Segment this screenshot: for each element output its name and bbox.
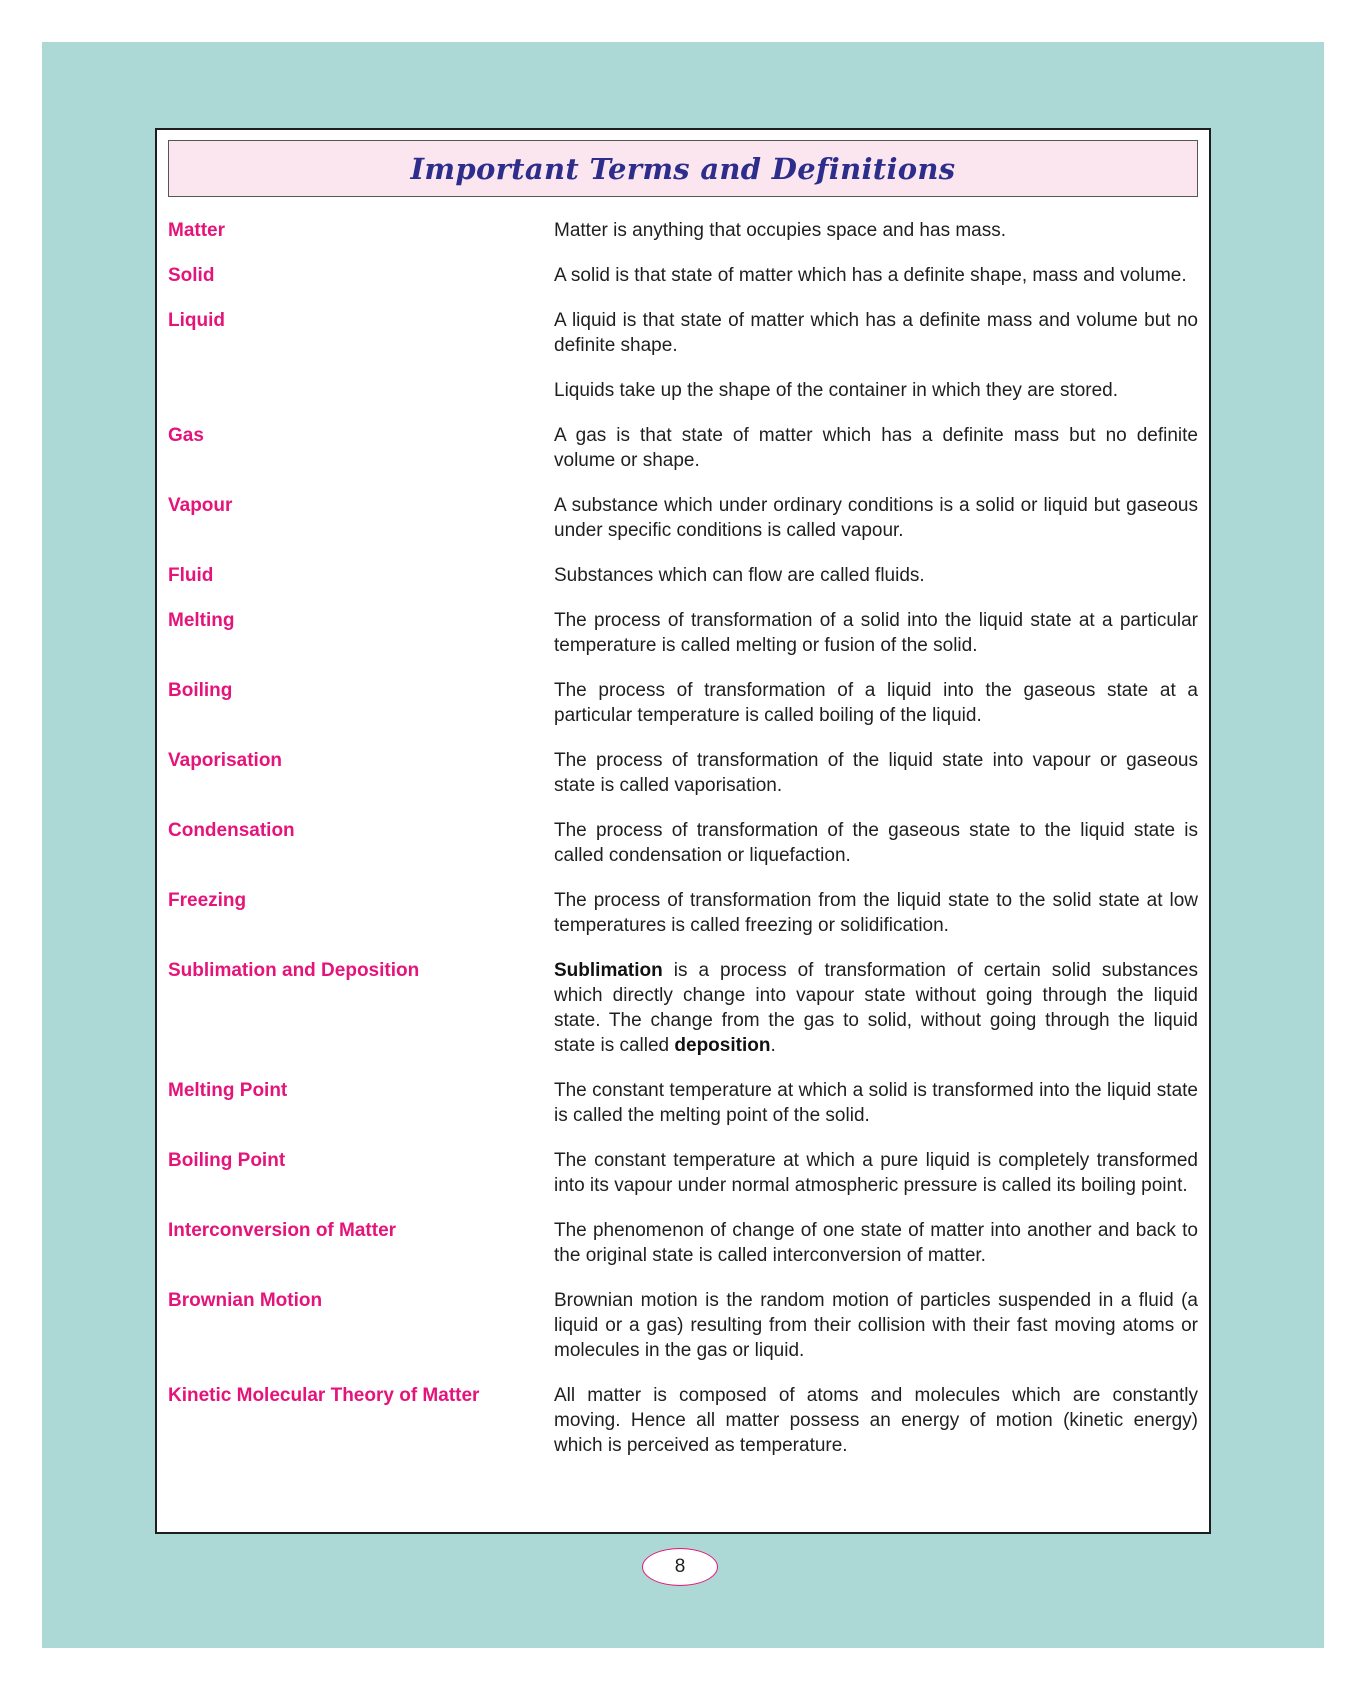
term-row [168, 378, 1198, 403]
term-definition: A gas is that state of matter which has a definite mass but no definite volume or shape. [554, 425, 1198, 471]
terms-list [168, 218, 1198, 1478]
title-banner [168, 140, 1198, 197]
term-name: Sublimation and Deposition [168, 960, 420, 981]
term-definition: The process of transformation of the gaseous state to the liquid state is called condensation or liquefaction. [554, 820, 1198, 866]
term-row [168, 308, 1198, 358]
term-row [168, 423, 1198, 473]
term-row [168, 818, 1198, 868]
term-name: Condensation [168, 820, 295, 841]
term-definition: The phenomenon of change of one state of matter into another and back to the original state is called interconversion of matter. [554, 1220, 1198, 1266]
bold-term-sublimation: Sublimation [554, 960, 663, 981]
term-row [168, 1078, 1198, 1128]
term-name: Kinetic Molecular Theory of Matter [168, 1385, 480, 1406]
term-name: Melting [168, 610, 235, 631]
term-name: Vapour [168, 495, 233, 516]
term-row [168, 1383, 1198, 1458]
term-definition: The constant temperature at which a pure liquid is completely transformed into its vapour under normal atmospheric pressure is called its boiling point. [554, 1150, 1198, 1196]
term-definition: Matter is anything that occupies space and has mass. [554, 220, 1007, 241]
term-row [168, 493, 1198, 543]
term-row [168, 608, 1198, 658]
term-name: Fluid [168, 565, 214, 586]
term-definition: The process of transformation of the liquid state into vapour or gaseous state is called vaporisation. [554, 750, 1198, 796]
term-name: Melting Point [168, 1080, 288, 1101]
term-row [168, 958, 1198, 1058]
term-definition: A solid is that state of matter which has a definite shape, mass and volume. [554, 265, 1187, 286]
term-name: Matter [168, 220, 226, 241]
term-row [168, 748, 1198, 798]
term-definition: The process of transformation from the liquid state to the solid state at low temperatures is called freezing or solidification. [554, 890, 1198, 936]
definition-end: . [770, 1035, 776, 1056]
term-row [168, 218, 1198, 243]
bold-term-deposition: deposition [674, 1035, 771, 1056]
term-row [168, 888, 1198, 938]
term-row [168, 1288, 1198, 1363]
term-name: Interconversion of Matter [168, 1220, 397, 1241]
term-row [168, 263, 1198, 288]
term-definition: Substances which can flow are called fluids. [554, 565, 925, 586]
term-row [168, 678, 1198, 728]
definitions-panel [155, 128, 1211, 1534]
term-definition: All matter is composed of atoms and molecules which are constantly moving. Hence all matter possess an energy of motion (kinetic energy) which is perceived as temperature. [554, 1385, 1198, 1456]
page-number: 8 [642, 1548, 718, 1586]
term-name: Solid [168, 265, 215, 286]
term-name: Gas [168, 425, 204, 446]
term-name: Freezing [168, 890, 247, 911]
term-definition: Brownian motion is the random motion of particles suspended in a fluid (a liquid or a gas) resulting from their collision with their fast moving atoms or molecules in the gas or liquid. [554, 1290, 1198, 1361]
term-definition: The constant temperature at which a solid is transformed into the liquid state is called the melting point of the solid. [554, 1080, 1198, 1126]
term-definition [554, 958, 1198, 1058]
page-title: Important Terms and Definitions [410, 151, 956, 186]
term-definition: The process of transformation of a liquid into the gaseous state at a particular temperature is called boiling of the liquid. [554, 680, 1198, 726]
term-definition: A liquid is that state of matter which has a definite mass and volume but no definite shape. [554, 310, 1198, 356]
term-definition: Liquids take up the shape of the container in which they are stored. [554, 380, 1119, 401]
term-definition: The process of transformation of a solid into the liquid state at a particular temperature is called melting or fusion of the solid. [554, 610, 1198, 656]
term-name: Vaporisation [168, 750, 283, 771]
term-definition: A substance which under ordinary conditions is a solid or liquid but gaseous under specific conditions is called vapour. [554, 495, 1198, 541]
term-row [168, 1218, 1198, 1268]
term-name: Liquid [168, 310, 225, 331]
term-name: Boiling [168, 680, 233, 701]
term-name: Boiling Point [168, 1150, 286, 1171]
definition-text: is a process of transformation of certain solid substances which directly change into vapour state without going through the liquid state. The change from the gas to solid, without going through the liquid state is called [554, 960, 1198, 1056]
term-name: Brownian Motion [168, 1290, 323, 1311]
term-row [168, 563, 1198, 588]
term-row [168, 1148, 1198, 1198]
